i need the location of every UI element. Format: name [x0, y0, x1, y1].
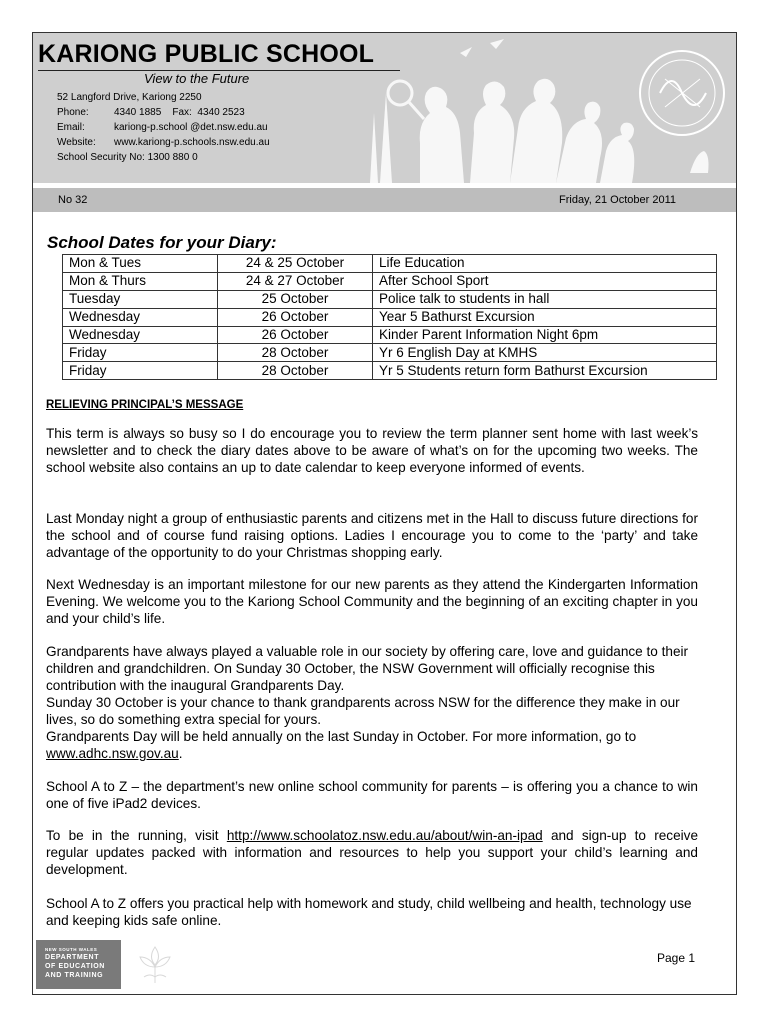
school-motto: View to the Future: [144, 71, 250, 86]
table-row: [63, 290, 717, 308]
school-name: KARIONG PUBLIC SCHOOL: [38, 40, 375, 68]
paragraph-kinder-evening: [46, 576, 698, 627]
date-cell: 24 & 25 October: [218, 255, 373, 273]
event-cell: Life Education: [373, 255, 717, 273]
email-label: Email:: [57, 122, 85, 133]
adhc-link[interactable]: www.adhc.nsw.gov.au: [46, 746, 179, 761]
table-row: [63, 255, 717, 273]
date-cell: 24 & 27 October: [218, 272, 373, 290]
paragraph-text: Grandparents Day will be held annually on the last Sunday in October. For more information, go to: [46, 729, 637, 744]
det-logo: [36, 940, 121, 989]
logo-line: DEPARTMENT: [45, 954, 100, 961]
paragraph-text: School A to Z offers you practical help with homework and study, child wellbeing and health, technology use and keeping kids safe online.: [46, 896, 692, 928]
date-cell: 28 October: [218, 362, 373, 380]
paragraph-text: Grandparents have always played a valuable role in our society by offering care, love and guidance to their children and grandchildren. On Sunday 30 October, the NSW Government will officially recognise this contribution with the inaugural Grandparents Day.: [46, 644, 689, 693]
paragraph-term-planner: [46, 425, 698, 476]
event-cell: Yr 6 English Day at KMHS: [373, 344, 717, 362]
paragraph-text: To be in the running, visit: [46, 828, 219, 843]
phone-line: [57, 107, 245, 118]
day-cell: Tuesday: [63, 290, 218, 308]
email-value: kariong-p.school @det.nsw.edu.au: [114, 122, 268, 133]
paragraph-text: Sunday 30 October is your chance to thank grandparents across NSW for the difference they make in our lives, so do something extra special for yours.: [46, 695, 680, 727]
table-row: [63, 308, 717, 326]
paragraph-fundraising: [46, 510, 698, 561]
address: 52 Langford Drive, Kariong 2250: [57, 92, 202, 103]
website-label: Website:: [57, 137, 96, 148]
issue-date: Friday, 21 October 2011: [559, 194, 676, 206]
paragraph-text: Next Wednesday is an important milestone for our new parents as they attend the Kindergarten Information Evening. We welcome you to the Kariong School Community and the beginning of an exciting chapter in you and your child’s life.: [46, 577, 698, 626]
day-cell: Mon & Tues: [63, 255, 218, 273]
event-cell: Police talk to students in hall: [373, 290, 717, 308]
day-cell: Mon & Thurs: [63, 272, 218, 290]
event-cell: Yr 5 Students return form Bathurst Excursion: [373, 362, 717, 380]
paragraph-practical-help: [46, 895, 698, 929]
website-line: [57, 137, 270, 148]
day-cell: Wednesday: [63, 308, 218, 326]
day-cell: Friday: [63, 362, 218, 380]
date-cell: 28 October: [218, 344, 373, 362]
win-ipad-link[interactable]: http://www.schoolatoz.nsw.edu.au/about/win-an-ipad: [226, 828, 543, 843]
day-cell: Wednesday: [63, 326, 218, 344]
diary-table: [62, 254, 717, 380]
table-row: [63, 362, 717, 380]
principal-message-heading: RELIEVING PRINCIPAL’S MESSAGE: [46, 399, 244, 411]
paragraph-text: This term is always so busy so I do encourage you to review the term planner sent home with last week’s newsletter and to check the diary dates above to be aware of what’s on for the upcoming two weeks. The school website also contains an up to date calendar to keep everyone informed of events.: [46, 426, 698, 475]
table-row: [63, 344, 717, 362]
day-cell: Friday: [63, 344, 218, 362]
paragraph-grandparents: [46, 643, 698, 762]
logo-line: AND TRAINING: [45, 972, 104, 979]
event-cell: After School Sport: [373, 272, 717, 290]
paragraph-text: School A to Z – the department’s new online school community for parents – is offering you a chance to win one of five iPad2 devices.: [46, 779, 698, 811]
date-cell: 26 October: [218, 308, 373, 326]
children-silhouette-artwork: [360, 33, 736, 183]
paragraph-text: Last Monday night a group of enthusiastic parents and citizens met in the Hall to discuss future directions for the school and of course fund raising options. Ladies I encourage you to come to the ‘party’ and take advantage of the opportunity to do your Christmas shopping early.: [46, 511, 698, 560]
diary-title: School Dates for your Diary:: [47, 233, 277, 252]
logo-state: NEW SOUTH WALES: [45, 947, 98, 952]
website-value: www.kariong-p.schools.nsw.edu.au: [114, 137, 270, 148]
table-row: [63, 272, 717, 290]
paragraph-text: and sign-up to receive regular updates packed with information and resources to help you support your child’s learning and development.: [46, 828, 699, 877]
paragraph-text: [46, 827, 698, 878]
phone-value: 4340 1885 Fax: 4340 2523: [114, 107, 245, 118]
date-cell: 25 October: [218, 290, 373, 308]
email-line: [57, 122, 268, 133]
logo-department: [45, 953, 105, 980]
paragraph-school-a-to-z: [46, 778, 698, 812]
event-cell: Year 5 Bathurst Excursion: [373, 308, 717, 326]
date-cell: 26 October: [218, 326, 373, 344]
issue-number: No 32: [58, 194, 88, 206]
issue-bar: [33, 188, 736, 212]
paragraph-text: Grandparents Day will be held annually on the last Sunday in October. For more information, go to www.adhc.nsw.gov.au.: [46, 729, 637, 761]
phone-label: Phone:: [57, 107, 89, 118]
security-number: School Security No: 1300 880 0: [57, 152, 198, 163]
page-number: Page 1: [657, 951, 696, 965]
logo-line: OF EDUCATION: [45, 963, 105, 970]
waratah-icon: [130, 943, 180, 987]
table-row: [63, 326, 717, 344]
event-cell: Kinder Parent Information Night 6pm: [373, 326, 717, 344]
paragraph-ipad-entry: [46, 827, 698, 878]
